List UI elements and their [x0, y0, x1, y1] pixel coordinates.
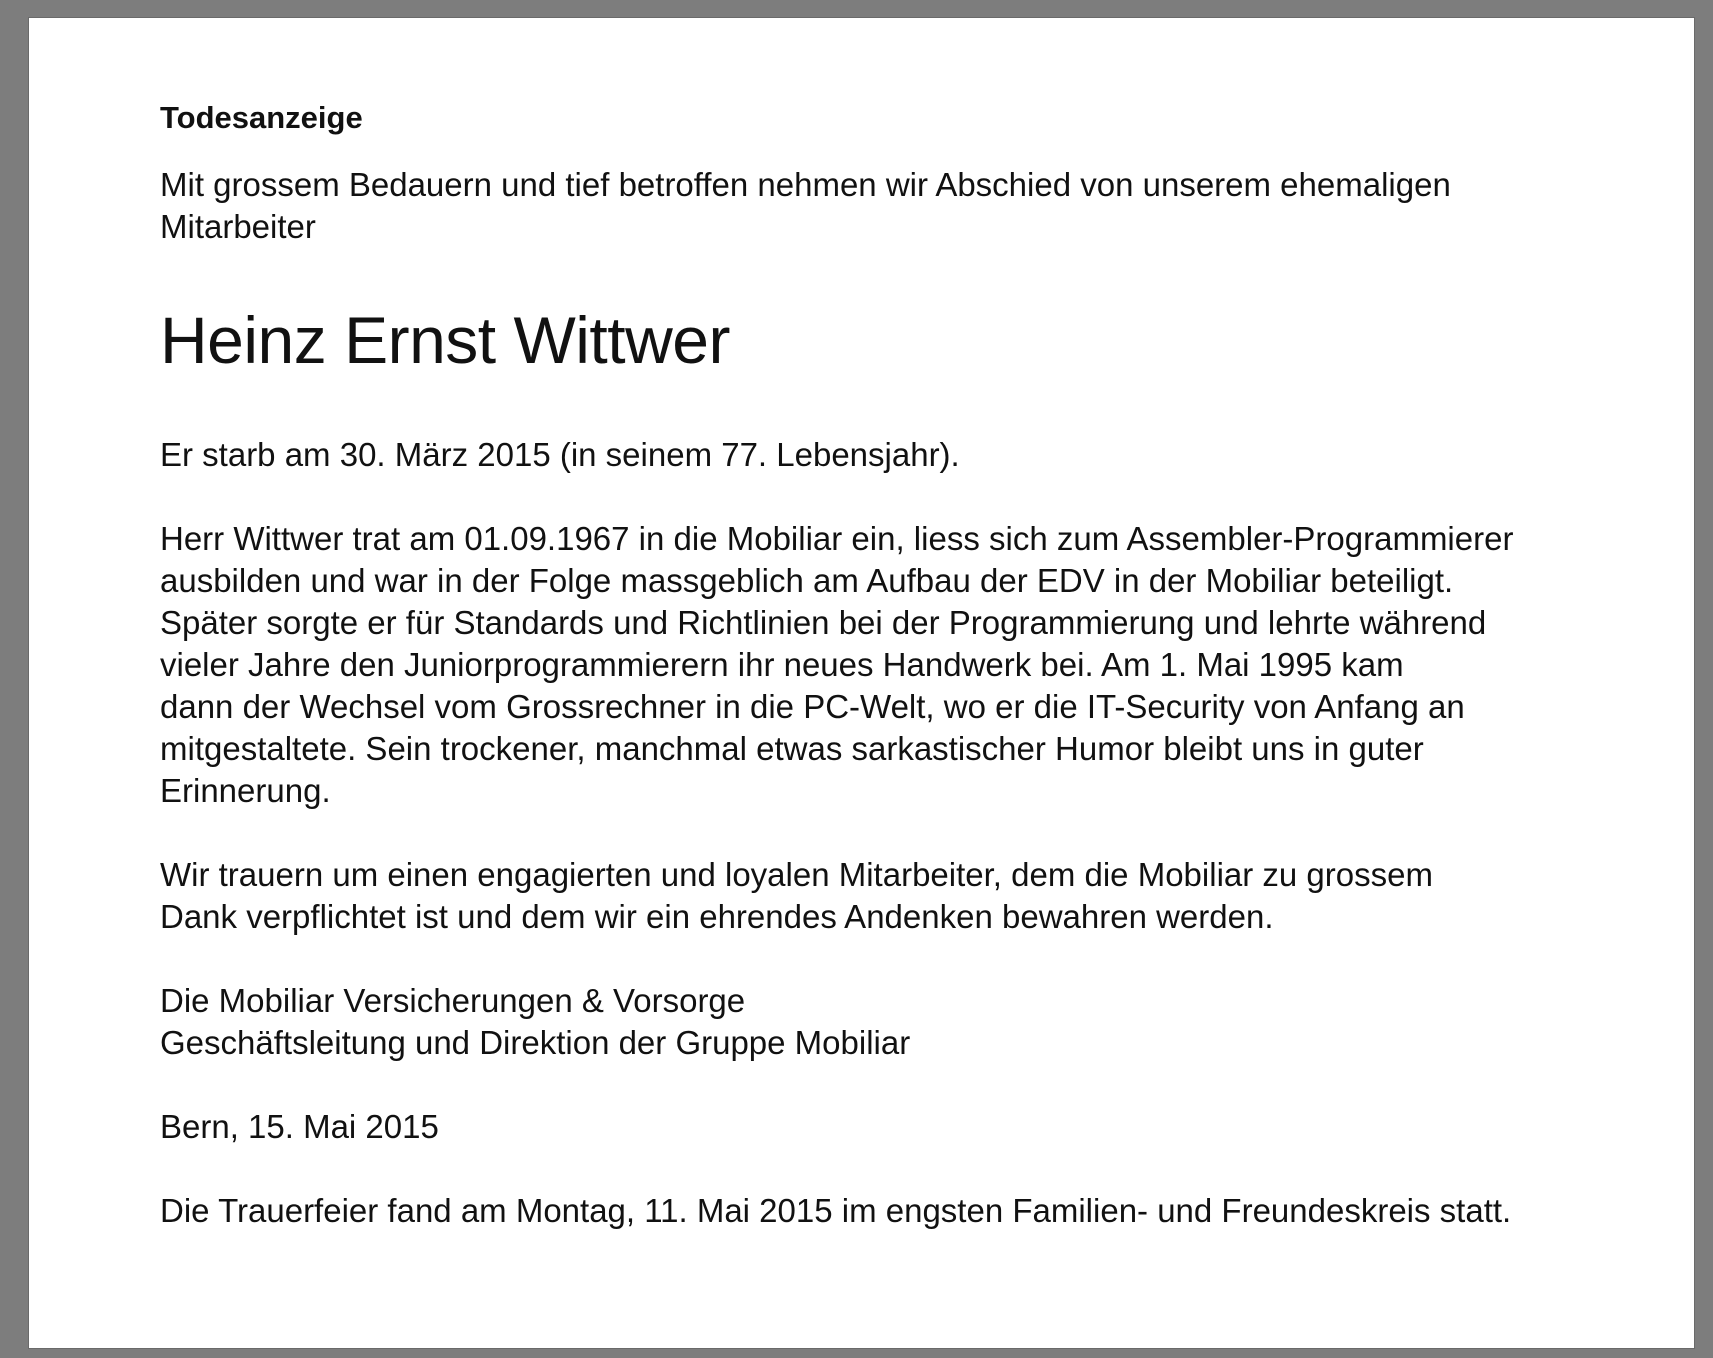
- biography-line: dann der Wechsel vom Grossrechner in die PC-Welt, wo er die IT-Security von Anfang an: [160, 688, 1465, 725]
- signature-block: [160, 980, 1660, 1064]
- tribute-line: Wir trauern um einen engagierten und loyalen Mitarbeiter, dem die Mobiliar zu grossem: [160, 856, 1433, 893]
- notice-heading: Todesanzeige: [160, 100, 363, 135]
- signature-line: Die Mobiliar Versicherungen & Vorsorge: [160, 982, 746, 1019]
- biography-line: Erinnerung.: [160, 772, 331, 809]
- biography-line: Später sorgte er für Standards und Richtlinien bei der Programmierung und lehrte während: [160, 604, 1487, 641]
- tribute-line: Dank verpflichtet ist und dem wir ein ehrendes Andenken bewahren werden.: [160, 898, 1274, 935]
- intro-line: Mitarbeiter: [160, 208, 316, 245]
- biography-line: ausbilden und war in der Folge massgeblich am Aufbau der EDV in der Mobiliar beteiligt.: [160, 562, 1454, 599]
- biography-paragraph: [160, 518, 1660, 812]
- signature-line: Geschäftsleitung und Direktion der Gruppe Mobiliar: [160, 1024, 911, 1061]
- biography-line: mitgestaltete. Sein trockener, manchmal etwas sarkastischer Humor bleibt uns in guter: [160, 730, 1424, 767]
- place-date: Bern, 15. Mai 2015: [160, 1108, 439, 1145]
- intro-line: Mit grossem Bedauern und tief betroffen nehmen wir Abschied von unserem ehemaligen: [160, 166, 1451, 203]
- deceased-name: Heinz Ernst Wittwer: [160, 303, 730, 377]
- death-statement: Er starb am 30. März 2015 (in seinem 77. Lebensjahr).: [160, 436, 960, 473]
- biography-line: Herr Wittwer trat am 01.09.1967 in die Mobiliar ein, liess sich zum Assembler-Programmierer: [160, 520, 1514, 557]
- death-notice: [160, 98, 1660, 1232]
- intro-paragraph: [160, 164, 1660, 248]
- tribute-paragraph: [160, 854, 1660, 938]
- funeral-note: Die Trauerfeier fand am Montag, 11. Mai 2015 im engsten Familien- und Freundeskreis statt.: [160, 1192, 1512, 1229]
- biography-line: vieler Jahre den Juniorprogrammierern ihr neues Handwerk bei. Am 1. Mai 1995 kam: [160, 646, 1404, 683]
- document-page: [29, 18, 1694, 1348]
